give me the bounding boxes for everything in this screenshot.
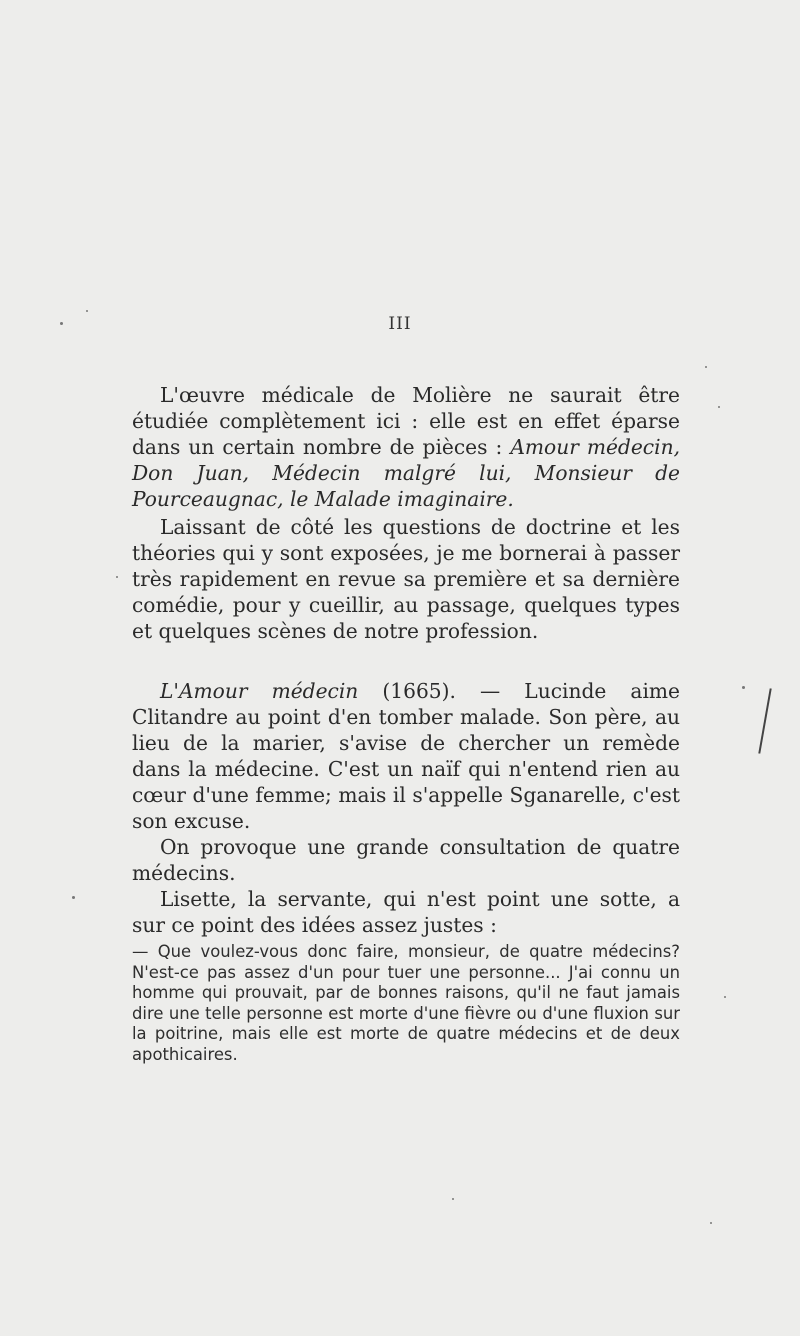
- paragraph-approach: [132, 514, 680, 644]
- play-title: L'Amour médecin: [160, 679, 359, 703]
- quotation-text: — Que voulez-vous donc faire, monsieur, de quatre médecins? N'est-ce pas assez d'un pour tuer une personne... J'ai connu un homme qui prouvait, par de bonnes raisons, qu'il ne faut jamais dire une telle personne est morte d'une fièvre ou d'une fluxion sur la poitrine, mais elle est morte de quatre médecins et de deux apothicaires.: [132, 942, 680, 1064]
- paragraph-intro: [132, 382, 680, 512]
- works-list: Amour médecin, Don Juan, Médecin malgré lui, Monsieur de Pourceaugnac, le Malade imaginaire.: [132, 435, 680, 511]
- paragraph-amour-medecin-text: [132, 678, 680, 834]
- paragraph-lisette: Lisette, la servante, qui n'est point une sotte, a sur ce point des idées assez justes :: [132, 887, 680, 937]
- paragraph-intro-text: [132, 382, 680, 512]
- paragraph-approach-text: Laissant de côté les questions de doctrine et les théories qui y sont exposées, je me bornerai à passer très rapidement en revue sa première et sa dernière comédie, pour y cueillir, au passage, quelques types et quelques scènes de notre profession.: [132, 515, 680, 643]
- intro-text: L'œuvre médicale de Molière ne saurait être étudiée complètement ici : elle est en effet éparse dans un certain nombre de pièces :: [132, 383, 680, 459]
- paragraph-amour-medecin: [132, 678, 680, 938]
- paragraph-consultation: On provoque une grande consultation de quatre médecins.: [132, 835, 680, 885]
- section-number: III: [388, 314, 412, 334]
- quotation-block: [132, 942, 680, 1066]
- margin-pencil-mark: [758, 688, 771, 753]
- play-summary: (1665). — Lucinde aime Clitandre au point d'en tomber malade. Son père, au lieu de la marier, s'avise de chercher un remède dans la médecine. C'est un naïf qui n'entend rien au cœur d'une femme; mais il s'appelle Sganarelle, c'est son excuse.: [132, 679, 680, 833]
